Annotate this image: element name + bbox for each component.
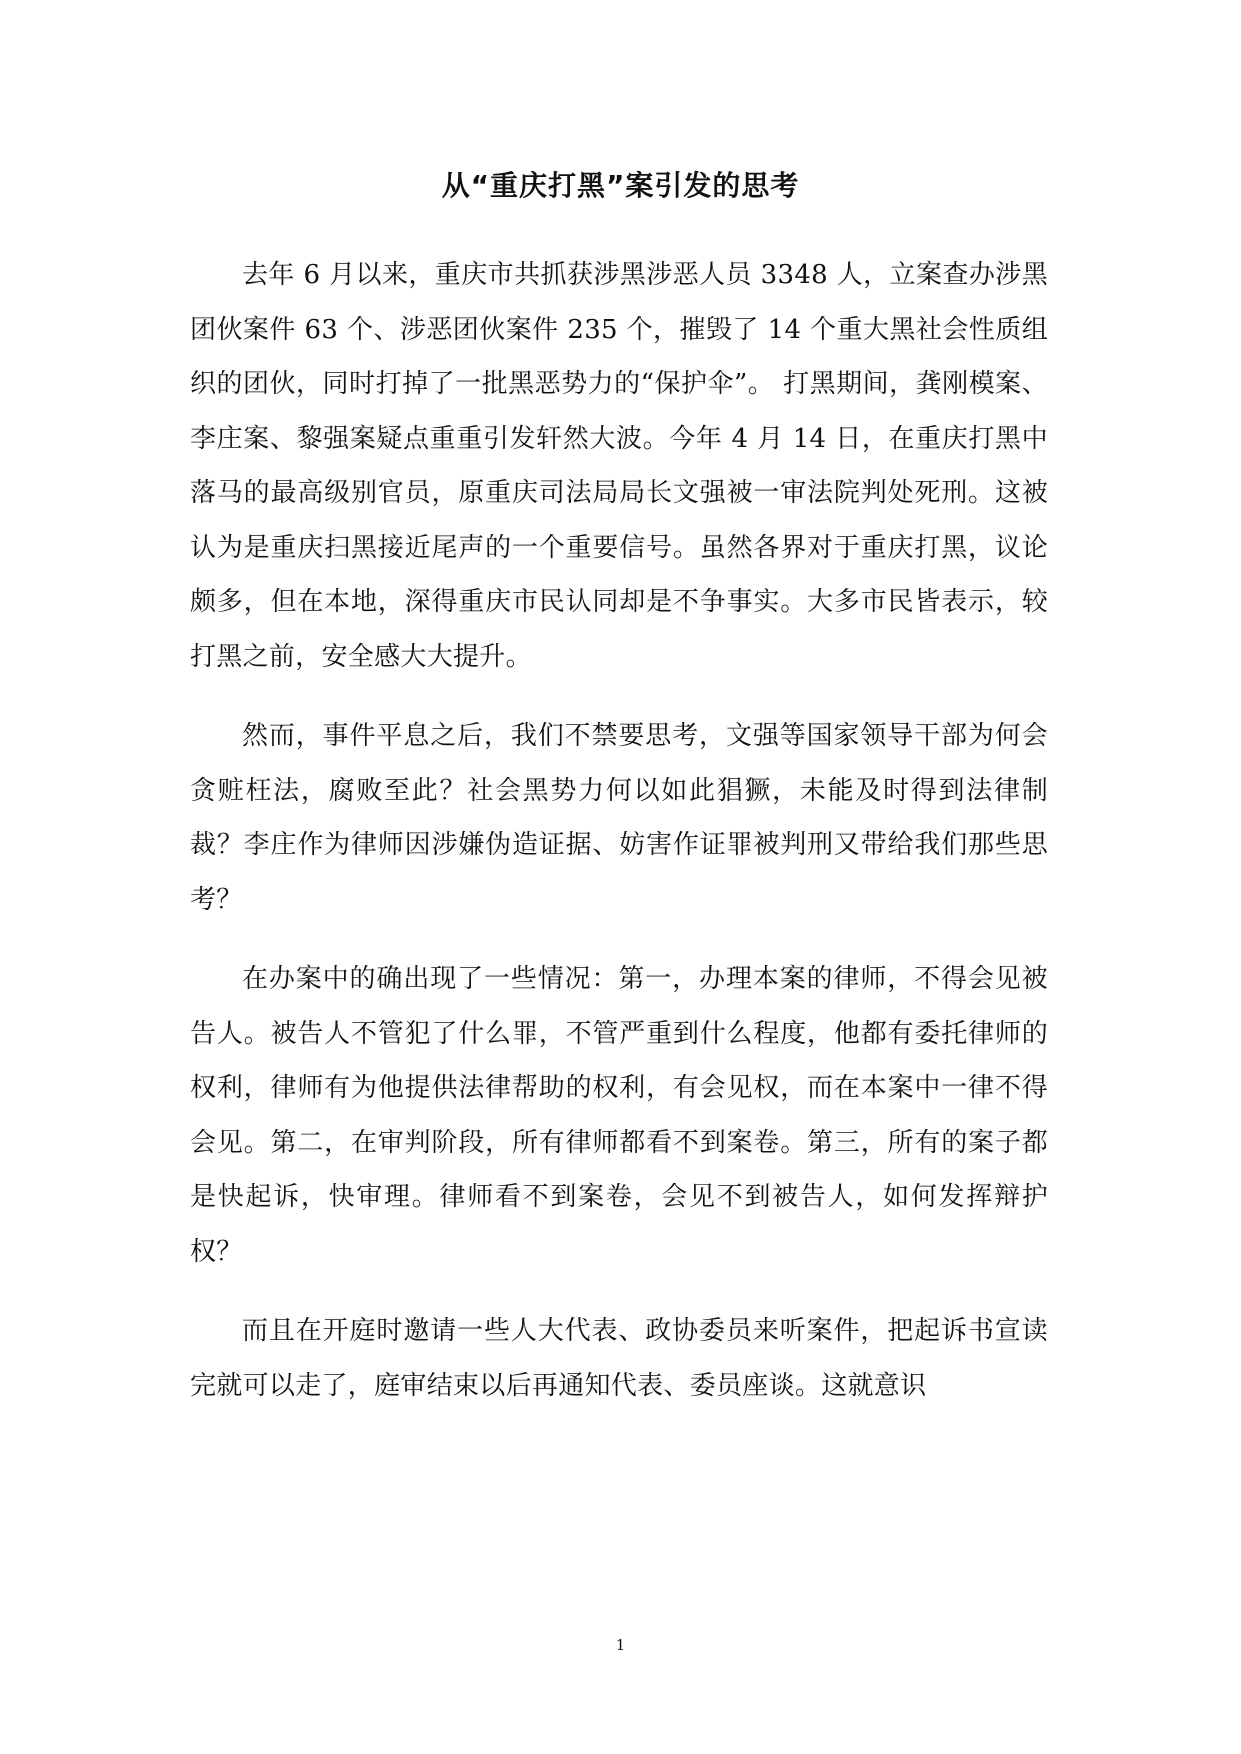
document-title: 从“重庆打黑”案引发的思考 [441,169,800,202]
paragraph-4: 而且在开庭时邀请一些人大代表、政协委员来听案件，把起诉书宣读完就可以走了，庭审结束以后再通知代表、委员座谈。这就意识 [190,1316,1048,1401]
paragraph-3: 在办案中的确出现了一些情况：第一，办理本案的律师，不得会见被告人。被告人不管犯了什么罪，不管严重到什么程度，他都有委托律师的权利，律师有为他提供法律帮助的权利，有会见权，而在本案中一律不得会见。第二，在审判阶段，所有律师都看不到案卷。第三，所有的案子都是快起诉，快审理。律师看不到案卷，会见不到被告人，如何发挥辩护权？ [190,964,1048,1267]
page-number: 1 [615,1636,626,1654]
paragraph-1: 去年 6 月以来，重庆市共抓获涉黑涉恶人员 3348 人，立案查办涉黑团伙案件 63 个、涉恶团伙案件 235 个，摧毁了 14 个重大黑社会性质组织的团伙，同时打掉了一批黑恶势力的“保护伞”。 打黑期间，龚刚模案、李庄案、黎强案疑点重重引发轩然大波。今年 4 月 14 日，在重庆打黑中落马的最高级别官员，原重庆司法局局长文强被一审法院判处死刑。这被认为是重庆扫黑接近尾声的一个重要信号。虽然各界对于重庆打黑，议论颇多，但在本地，深得重庆市民认同却是不争事实。大多市民皆表示，较打黑之前，安全感大大提升。 [190,260,1048,672]
paragraph-2: 然而，事件平息之后，我们不禁要思考，文强等国家领导干部为何会贪赃枉法，腐败至此？社会黑势力何以如此猖獗，未能及时得到法律制裁？李庄作为律师因涉嫌伪造证据、妨害作证罪被判刑又带给我们那些思考？ [190,721,1048,915]
document-body [190,248,1048,1438]
